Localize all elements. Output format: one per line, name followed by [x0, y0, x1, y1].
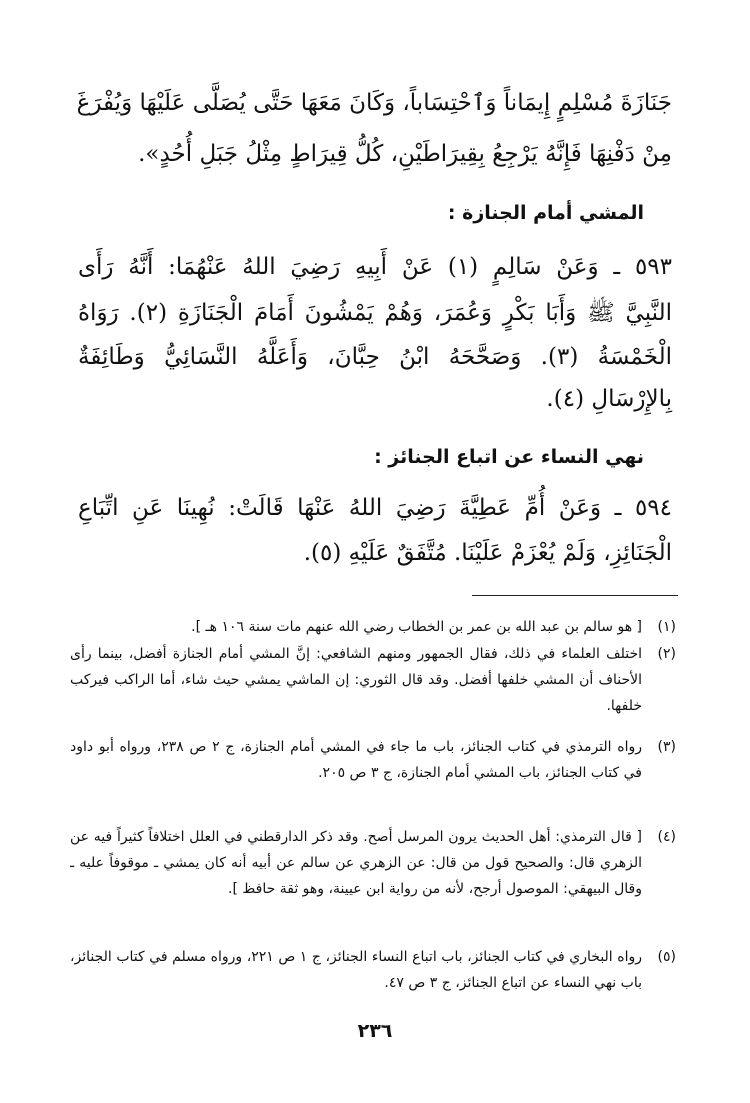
footnote-4	[70, 824, 676, 902]
footnote-number: (١)	[657, 619, 676, 635]
footnote-text: [ قال الترمذي: أهل الحديث يرون المرسل أصح. وقد ذكر الدارقطني في العلل اختلافاً كثيراً فيه عن الزهري قال: والصحيح قول من قال: عن الزهري عن سالم عن أبيه أنه كان يمشي ـ موقوفاً عليه ـ وقال البيهقي: الموصول أرجح، لأنه من رواية ابن عيينة، وهو ثقة حافظ ].	[70, 829, 642, 897]
hadith-593-line-4: بِالإِرْسَالِ (٤).	[546, 386, 672, 412]
footnote-text: [ هو سالم بن عبد الله بن عمر بن الخطاب رضي الله عنهم مات سنة ١٠٦ هـ ].	[191, 619, 642, 635]
page-number: ٢٣٦	[357, 1020, 393, 1042]
footnote-text: رواه الترمذي في كتاب الجنائز، باب ما جاء في المشي أمام الجنازة، ج ٢ ص ٢٣٨، ورواه أبو داود في كتاب الجنائز، باب المشي أمام الجنازة، ج ٣ ص ٢٠٥.	[70, 739, 642, 781]
hadith-593-line-1: ٥٩٣ ـ وَعَنْ سَالِمٍ (١) عَنْ أَبِيهِ رَضِيَ اللهُ عَنْهُمَا: أَنَّهُ رَأَى	[78, 254, 672, 280]
hadith-594-line-1: ٥٩٤ ـ وَعَنْ أُمِّ عَطِيَّةَ رَضِيَ اللهُ عَنْهَا قَالَتْ: نُهِينَا عَنِ اتِّبَاعِ	[78, 495, 672, 521]
section-heading-walking-ahead: المشي أمام الجنازة :	[447, 202, 644, 224]
hadith-594-line-2: الْجَنَائِزِ، وَلَمْ يُعْزَمْ عَلَيْنَا. مُتَّفَقٌ عَلَيْهِ (٥).	[303, 540, 672, 566]
footnote-text: رواه البخاري في كتاب الجنائز، باب اتباع النساء الجنائز، ج ١ ص ٢٢١، ورواه مسلم في كتاب الجنائز، باب نهي النساء عن اتباع الجنائز، ج ٣ ص ٤٧.	[70, 949, 642, 991]
continuation-line-1: جَنَازَةَ مُسْلِمٍ إِيمَاناً وَٱحْتِسَاباً، وَكَانَ مَعَهَا حَتَّى يُصَلَّى عَلَيْهَا وَيُفْرَغَ	[76, 90, 672, 116]
hadith-593-line-3: الْخَمْسَةُ (٣). وَصَحَّحَهُ ابْنُ حِبَّانَ، وَأَعَلَّهُ النَّسَائِيُّ وَطَائِفَةٌ	[78, 344, 672, 370]
footnote-3	[70, 734, 676, 786]
footnote-number: (٥)	[657, 949, 676, 965]
footnote-number: (٤)	[657, 829, 676, 845]
footnote-text: اختلف العلماء في ذلك، فقال الجمهور ومنهم الشافعي: إنَّ المشي أمام الجنازة أفضل، بينما رأى الأحناف أن المشي خلفها أفضل. وقد قال الثوري: إن الماشي يمشي حيث شاء، أما الراكب فيركب خلفها.	[70, 646, 642, 714]
footnote-2	[70, 641, 676, 719]
footnote-5	[70, 944, 676, 996]
footnote-number: (٢)	[657, 646, 676, 662]
footnote-1	[70, 614, 676, 640]
hadith-593-line-2: النَّبِيَّ ﷺ وَأَبَا بَكْرٍ وَعُمَرَ، وَهُمْ يَمْشُونَ أَمَامَ الْجَنَازَةِ (٢). رَوَاهُ	[78, 300, 672, 326]
section-heading-women-following: نهي النساء عن اتباع الجنائز :	[374, 446, 644, 468]
footnote-separator	[472, 595, 678, 596]
footnote-number: (٣)	[657, 739, 676, 755]
continuation-line-2: مِنْ دَفْنِهَا فَإِنَّهُ يَرْجِعُ بِقِيرَاطَيْنِ، كُلُّ قِيرَاطٍ مِثْلُ جَبَلِ أُحُدٍ».	[138, 141, 672, 167]
